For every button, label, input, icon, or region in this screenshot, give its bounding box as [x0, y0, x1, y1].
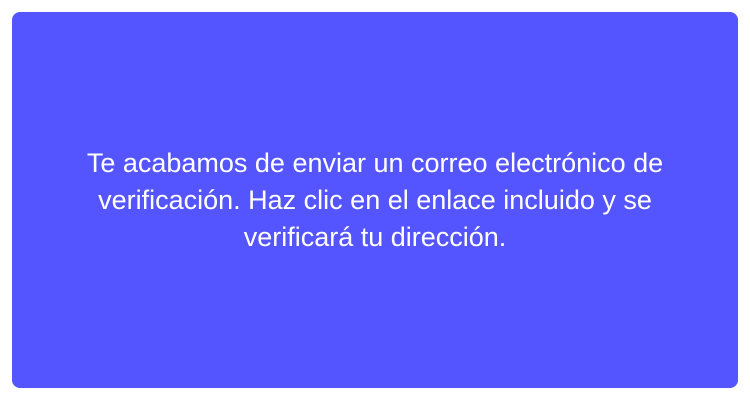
verification-message: Te acabamos de enviar un correo electrónico de verificación. Haz clic en el enlace incluido y se verificará tu dirección.: [86, 147, 664, 252]
verification-notice-panel: [12, 12, 738, 388]
